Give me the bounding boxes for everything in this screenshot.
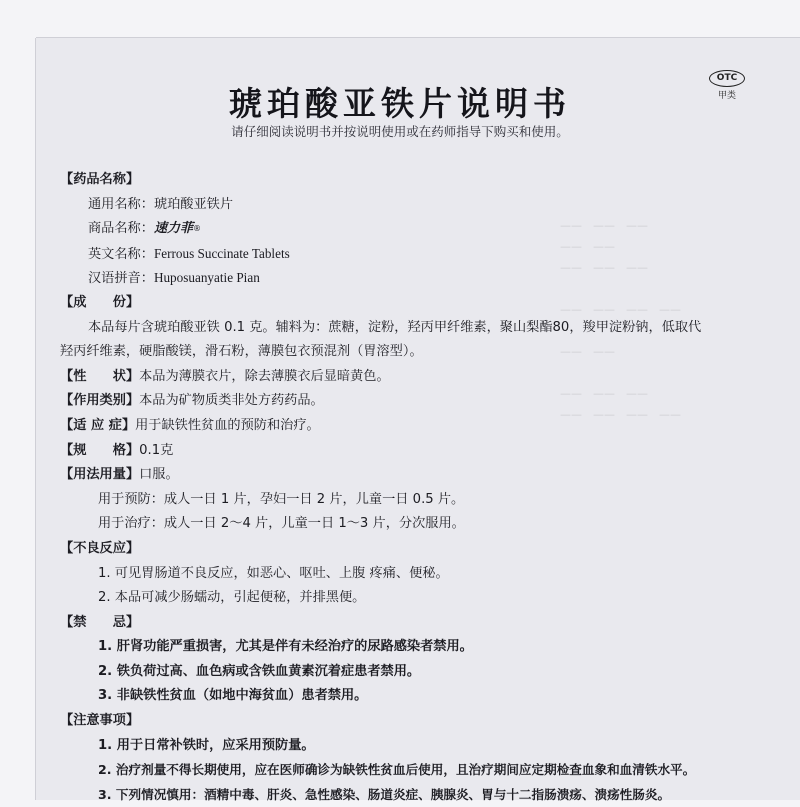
- list-item: 2. 治疗剂量不得长期使用，应在医师确诊为缺铁性贫血后使用，且治疗期间应定期检查血象和血清铁水平。: [98, 762, 696, 778]
- field-label: 汉语拼音：: [88, 271, 154, 287]
- section-category: 【作用类别】本品为矿物质类非处方药药品。: [60, 393, 324, 409]
- composition-line-1: 本品每片含琥珀酸亚铁 0.1 克。辅料为：蔗糖，淀粉，羟丙甲纤维素，聚山梨酯80，羧甲淀粉钠，低取代: [88, 319, 702, 335]
- section-header: 注意事项: [73, 713, 126, 729]
- brand-logo: 速力菲: [153, 221, 193, 237]
- otc-badge: [707, 70, 747, 101]
- section-header: 适 应 症: [73, 417, 122, 433]
- section-header: 作用类别: [73, 393, 126, 409]
- section-drug-name: 【药品名称】: [60, 172, 140, 187]
- section-spec: 【规 格】0.1克: [60, 442, 174, 458]
- section-indication: 【适 应 症】用于缺铁性贫血的预防和治疗。: [60, 417, 320, 433]
- dosage-prevention: 用于预防：成人一日 1 片，孕妇一日 2 片，儿童一日 0.5 片。: [98, 491, 465, 507]
- pinyin-row: [60, 266, 760, 291]
- english-name-row: [60, 242, 760, 267]
- list-item: 1. 用于日常补铁时，应采用预防量。: [98, 737, 315, 753]
- field-label: 英文名称：: [88, 246, 154, 262]
- section-header: 规 格: [73, 442, 126, 458]
- section-header: 性 状: [73, 368, 126, 384]
- section-dosage: 【用法用量】口服。: [60, 467, 179, 483]
- document-subtitle: 请仔细阅读说明书并按说明使用或在药师指导下购买和使用。: [231, 124, 569, 139]
- section-header: 禁 忌: [73, 614, 126, 630]
- brand-name-row: [60, 217, 760, 242]
- field-value: 琥珀酸亚铁片: [153, 196, 234, 212]
- field-label: 商品名称：: [88, 221, 154, 237]
- list-item: 3. 下列情况慎用：酒精中毒、肝炎、急性感染、肠道炎症、胰腺炎、胃与十二指肠溃疡、溃疡性肠炎。: [98, 786, 671, 802]
- section-precautions: 【注意事项】: [60, 713, 140, 729]
- section-character: 【性 状】本品为薄膜衣片，除去薄膜衣后显暗黄色。: [60, 368, 390, 384]
- list-item: 2. 本品可减少肠蠕动，引起便秘，并排黑便。: [98, 590, 366, 606]
- section-header: 不良反应: [73, 540, 126, 556]
- generic-name-row: [60, 193, 760, 218]
- field-value: Huposuanyatie Pian: [153, 270, 260, 286]
- otc-grade: 甲类: [717, 91, 736, 101]
- list-item: 1. 肝肾功能严重损害，尤其是伴有未经治疗的尿路感染者禁用。: [98, 639, 473, 655]
- section-text: 本品为矿物质类非处方药药品。: [139, 393, 324, 409]
- otc-mark: OTC: [709, 70, 745, 87]
- section-text: 本品为薄膜衣片，除去薄膜衣后显暗黄色。: [139, 368, 390, 384]
- document-title: 琥珀酸亚铁片说明书: [229, 84, 571, 123]
- list-item: 1. 可见胃肠道不良反应，如恶心、呕吐、上腹 疼痛、便秘。: [98, 565, 449, 581]
- field-label: 通用名称：: [88, 196, 154, 212]
- list-item: 2. 铁负荷过高、血色病或含铁血黄素沉着症患者禁用。: [98, 663, 421, 679]
- section-header: 药品名称: [73, 172, 126, 187]
- section-adverse: 【不良反应】: [60, 540, 140, 556]
- dosage-treatment: 用于治疗：成人一日 2～4 片，儿童一日 1～3 片，分次服用。: [98, 516, 465, 532]
- section-composition: 【成 份】: [60, 294, 140, 310]
- list-item: 3. 非缺铁性贫血（如地中海贫血）患者禁用。: [98, 688, 368, 704]
- section-text: 用于缺铁性贫血的预防和治疗。: [135, 417, 320, 433]
- section-header: 用法用量: [73, 467, 126, 483]
- composition-line-2: 羟丙纤维素，硬脂酸镁，滑石粉，薄膜包衣预混剂（胃溶型）。: [60, 344, 423, 360]
- section-text: 0.1克: [139, 442, 174, 458]
- section-header: 成 份: [73, 294, 126, 310]
- section-text: 口服。: [139, 467, 179, 483]
- registered-mark: ®: [192, 224, 201, 234]
- section-contraindications: 【禁 忌】: [60, 614, 140, 630]
- show-through-text: —— —— —— —— —— —— —— —— —— —— —— —— —— —— —— —— —— —— —— —— ——: [560, 219, 681, 421]
- leaflet-content: [60, 168, 760, 807]
- field-value: Ferrous Succinate Tablets: [153, 245, 290, 261]
